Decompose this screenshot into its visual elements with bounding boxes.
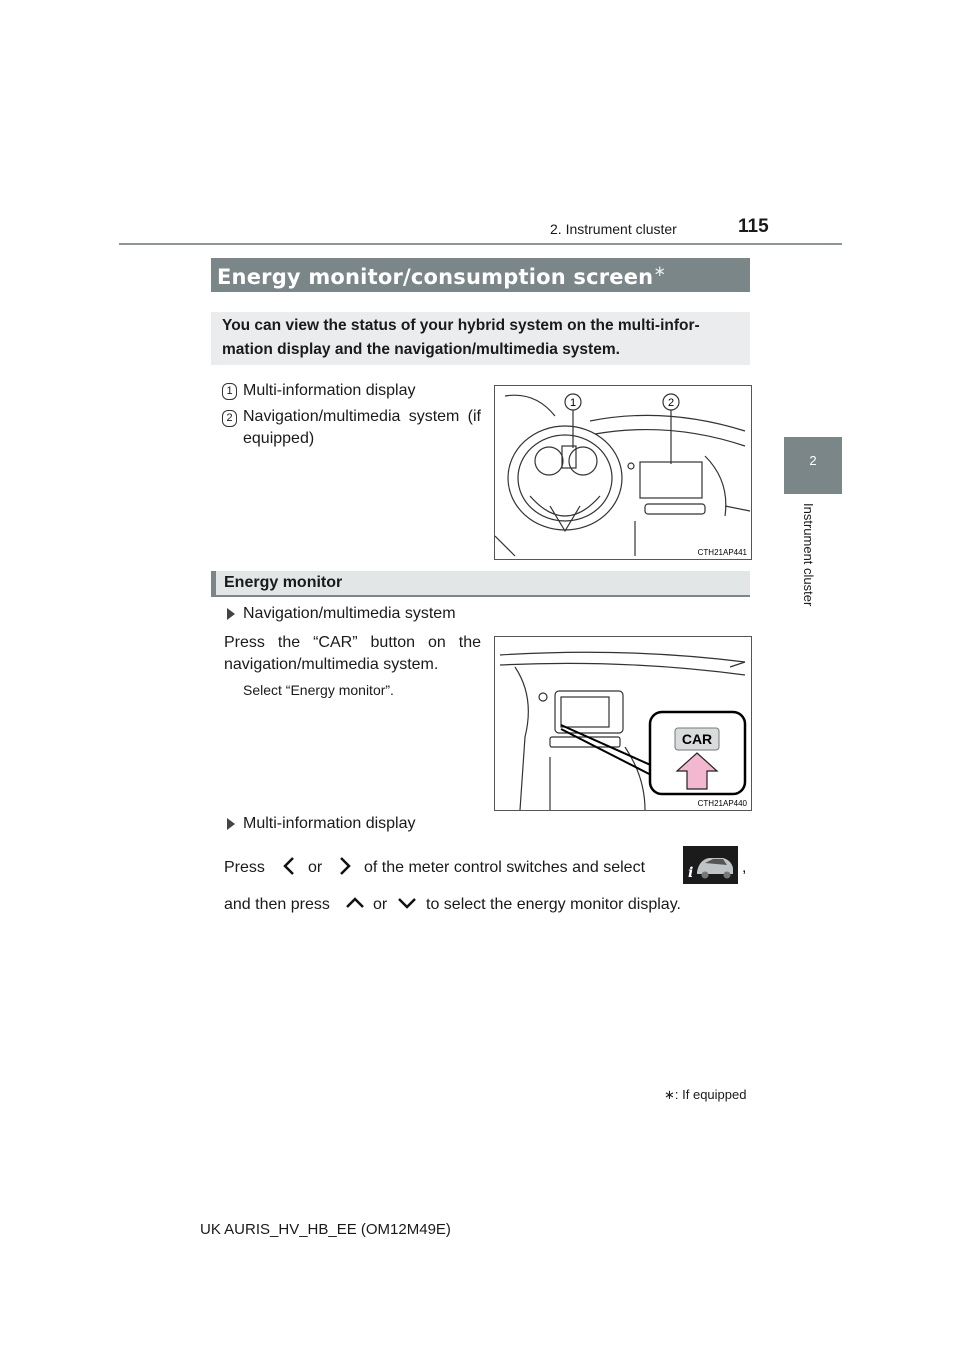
chapter-tab: 2: [784, 437, 842, 494]
chevron-up-icon: [341, 889, 369, 917]
select-text: of the meter control switches and select: [364, 859, 646, 876]
or-text: or: [308, 859, 323, 876]
dashboard-overview-figure: [494, 385, 752, 560]
page-number: 115: [738, 216, 769, 237]
section-title-text: Energy monitor/consumption screen: [217, 265, 654, 289]
chapter-tab-label: Instrument cluster: [801, 503, 816, 607]
footnote-mark: ∗: [664, 1087, 675, 1102]
bullet-triangle-icon: [227, 608, 235, 620]
callout-1-label: 1: [569, 397, 577, 409]
callout-2: [663, 394, 679, 410]
figure-code: CTH21AP441: [697, 548, 747, 557]
car-button-illustration: [495, 637, 751, 810]
nav-note: Select “Energy monitor”.: [243, 682, 394, 698]
mid-heading: Multi-information display: [243, 815, 416, 832]
chevron-right-icon: [330, 852, 358, 880]
legend-number-1: 1: [222, 383, 237, 400]
car-button-label: CAR: [681, 731, 713, 747]
footnote-text: : If equipped: [674, 1087, 747, 1102]
vehicle-info-icon: [683, 846, 738, 884]
press-text: Press: [224, 859, 265, 876]
svg-text:i: i: [688, 865, 694, 881]
header-rule: [119, 243, 842, 245]
callout-2-label: 2: [667, 397, 675, 409]
nav-heading: Navigation/multimedia system: [243, 605, 456, 622]
subsection-title: Energy monitor: [224, 574, 343, 591]
nav-instruction: Press the “CAR” button on the navigation/multimedia system.: [224, 634, 481, 673]
dashboard-illustration: [495, 386, 751, 559]
chevron-down-icon: [393, 889, 421, 917]
section-title: [217, 262, 666, 289]
legend-item-1: Multi-information display: [243, 382, 416, 399]
legend-item-2: Navigation/multimedia system (if equipped): [243, 408, 481, 447]
if-equipped-mark: ∗: [653, 262, 667, 280]
select-display-text: to select the energy monitor display.: [426, 896, 681, 913]
bullet-triangle-icon: [227, 818, 235, 830]
legend-number-2: 2: [222, 410, 237, 427]
chevron-left-icon: [276, 852, 304, 880]
footnote: [664, 1087, 746, 1103]
comma-text: ,: [742, 859, 747, 876]
subsection-accent: [211, 571, 216, 595]
subsection-rule: [211, 595, 750, 597]
intro-text: You can view the status of your hybrid system on the multi-infor-mation display and the navigation/multimedia system.: [222, 317, 700, 358]
car-button-figure: [494, 636, 752, 811]
or-text-2: or: [373, 896, 388, 913]
figure-code: CTH21AP440: [697, 799, 747, 808]
callout-1: [565, 394, 581, 410]
manual-code: UK AURIS_HV_HB_EE (OM12M49E): [200, 1221, 451, 1238]
running-head: 2. Instrument cluster: [550, 221, 677, 237]
then-press-text: and then press: [224, 896, 330, 913]
